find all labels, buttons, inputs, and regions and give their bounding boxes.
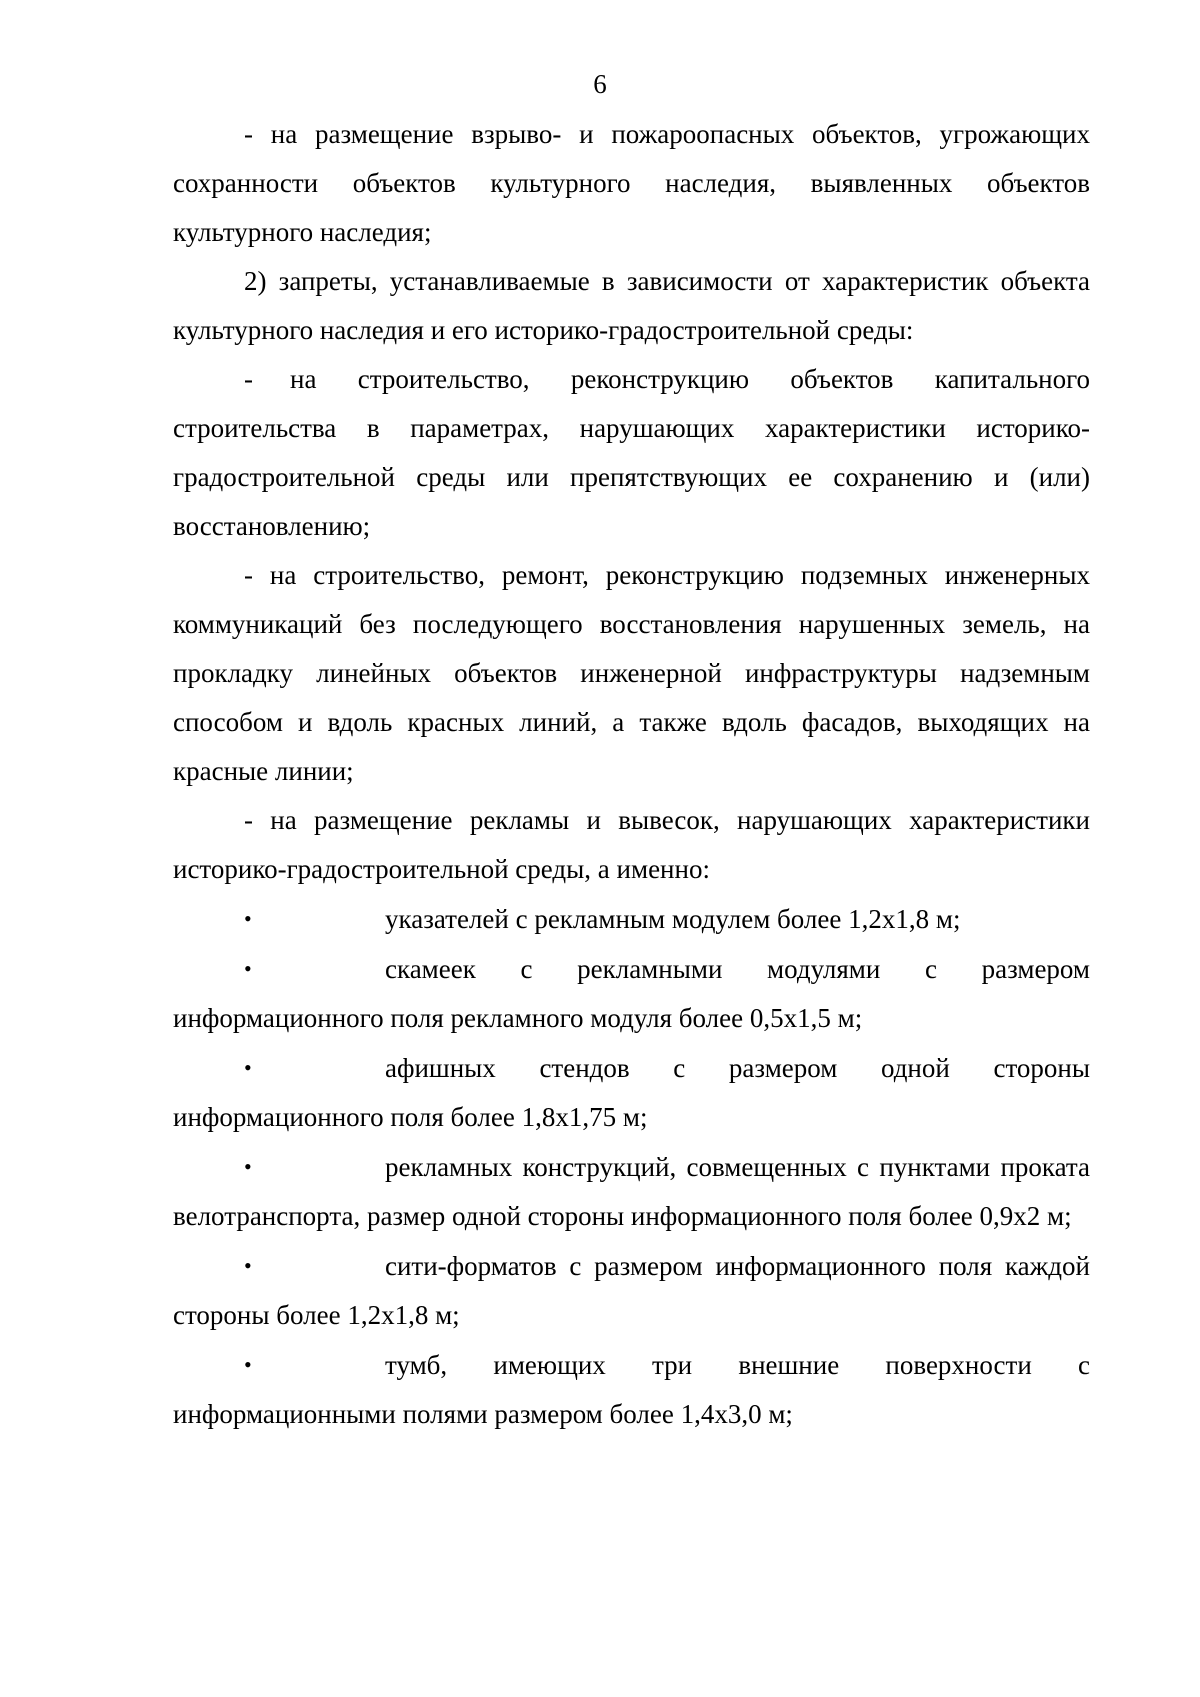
list-item [173,1241,1090,1340]
page-number: 6 [593,69,607,99]
paragraph: - на размещение взрыво- и пожароопасных объектов, угрожающих сохранности объектов культурного наследия, выявленных объектов культурного наследия; [173,119,1090,247]
list-item-text: указателей с рекламным модулем более 1,2х1,8 м; [385,904,961,934]
list-item [173,944,1090,1043]
list-item-text: сити-форматов с размером информационного поля каждой стороны более 1,2х1,8 м; [173,1251,1090,1330]
bullet-icon: • [244,1352,252,1377]
bullet-icon: • [244,1055,252,1080]
list-item-text: афишных стендов с размером одной стороны информационного поля более 1,8х1,75 м; [173,1053,1090,1132]
paragraph-text: на строительство, реконструкцию объектов капитального строительства в параметрах, нарушающих характеристики историко-градостроительной среды или препятствующих ее сохранению и (или) восстановлению; [173,364,1090,541]
paragraph [173,355,1090,551]
list-item-text: скамеек с рекламными модулями с размером информационного поля рекламного модуля более 0,5х1,5 м; [173,954,1090,1033]
list-item-text: рекламных конструкций, совмещенных с пунктами проката велотранспорта, размер одной стороны информационного поля более 0,9х2 м; [173,1152,1090,1231]
list-item [173,894,1090,944]
bullet-icon: • [244,906,252,931]
list-item-text: тумб, имеющих три внешние поверхности с информационными полями размером более 1,4х3,0 м; [173,1350,1090,1429]
bullet-icon: • [244,1253,252,1278]
paragraph: - на размещение рекламы и вывесок, нарушающих характеристики историко-градостроительной среды, а именно: [173,805,1090,884]
document-body [173,110,1090,1439]
list-item [173,1043,1090,1142]
paragraph: - на строительство, ремонт, реконструкцию подземных инженерных коммуникаций без последующего восстановления нарушенных земель, на прокладку линейных объектов инженерной инфраструктуры надземным способом и вдоль красных линий, а также вдоль фасадов, выходящих на красные линии; [173,560,1090,786]
bullet-icon: • [244,956,252,981]
bullet-icon: • [244,1154,252,1179]
list-item [173,1340,1090,1439]
list-item [173,1142,1090,1241]
dash-marker: - [244,364,253,394]
paragraph: 2) запреты, устанавливаемые в зависимости от характеристик объекта культурного наследия и его историко-градостроительной среды: [173,266,1090,345]
